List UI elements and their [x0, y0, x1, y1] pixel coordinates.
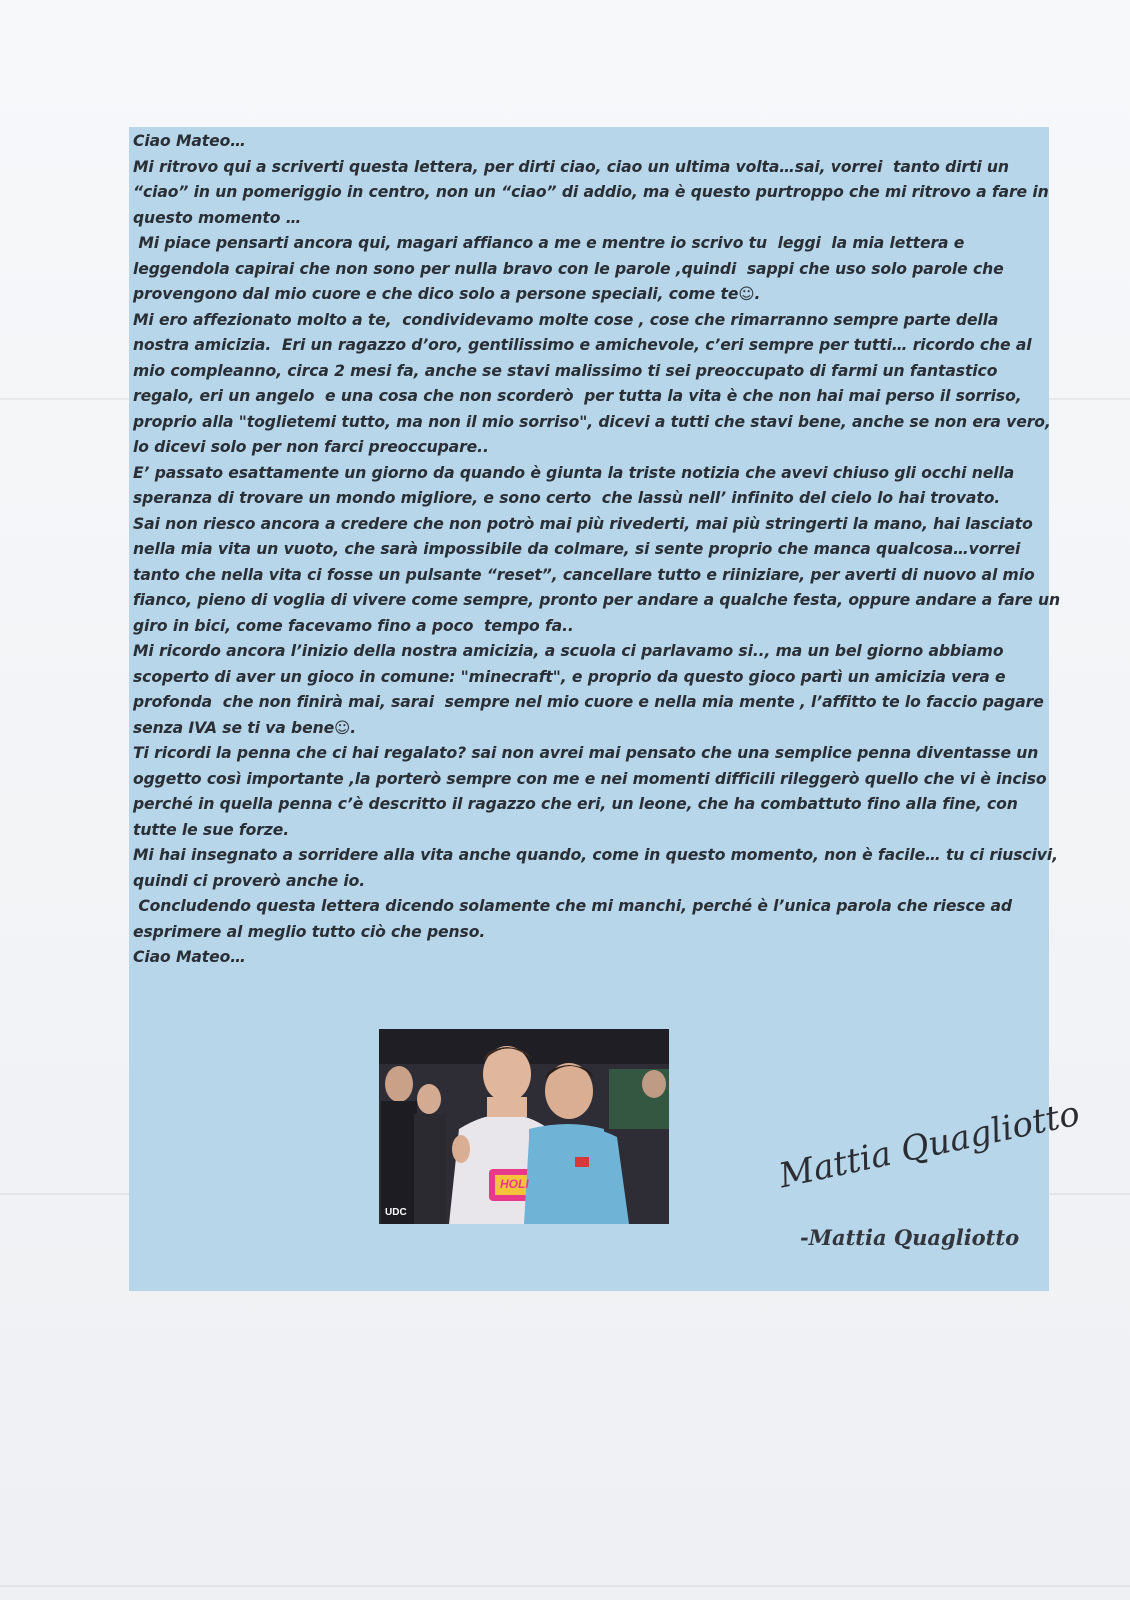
signature-scribble-text: Mattia Quagliotto	[775, 1093, 1084, 1197]
letter-line: tanto che nella vita ci fosse un pulsante “reset”, cancellare tutto e riiniziare, per averti di nuovo al mio	[133, 565, 1035, 584]
letter-line: mio compleanno, circa 2 mesi fa, anche se stavi malissimo ti sei preoccupato di farmi un fantastico	[133, 361, 998, 380]
letter-line: E’ passato esattamente un giorno da quando è giunta la triste notizia che avevi chiuso gli occhi nella	[133, 463, 1015, 482]
letter-line: Ciao Mateo…	[133, 132, 246, 150]
letter-line: Concludendo questa lettera dicendo solamente che mi manchi, perché è l’unica parola che riesce ad	[133, 897, 1012, 915]
letter-line: Mi ricordo ancora l’inizio della nostra amicizia, a scuola ci parlavamo si.., ma un bel giorno abbiamo	[133, 642, 1004, 660]
letter-line: questo momento …	[133, 208, 302, 227]
letter-line: tutte le sue forze.	[133, 820, 290, 839]
printed-signature: -Mattia Quagliotto	[800, 1225, 1020, 1250]
letter-line: speranza di trovare un mondo migliore, e sono certo che lassù nell’ infinito del cielo lo hai trovato.	[133, 489, 1001, 507]
letter-line: nostra amicizia. Eri un ragazzo d’oro, gentilissimo e amichevole, c’eri sempre per tutti… ricordo che al	[133, 336, 1032, 354]
letter-line: Ti ricordi la penna che ci hai regalato? sai non avrei mai pensato che una semplice penna diventasse un	[133, 744, 1039, 762]
letter-line: perché in quella penna c’è descritto il ragazzo che eri, un leone, che ha combattuto fino alla fine, con	[133, 795, 1018, 813]
letter-line: Mi piace pensarti ancora qui, magari affianco a me e mentre io scrivo tu leggi la mia lettera e	[133, 234, 965, 252]
handwritten-signature	[770, 1092, 1084, 1197]
letter-line: esprimere al meglio tutto ciò che penso.	[133, 922, 486, 941]
letter-line: Sai non riesco ancora a credere che non potrò mai più rivederti, mai più stringerti la mano, hai lasciato	[133, 514, 1033, 533]
letter-line: giro in bici, come facevamo fino a poco tempo fa..	[133, 616, 574, 635]
letter-line: provengono dal mio cuore e che dico solo a persone speciali, come te☺.	[133, 285, 761, 303]
letter-line: senza IVA se ti va bene☺.	[133, 718, 357, 737]
letter-line: Mi hai insegnato a sorridere alla vita anche quando, come in questo momento, non è facile… tu ci riuscivi,	[133, 846, 1058, 864]
letter-line: nella mia vita un vuoto, che sarà impossibile da colmare, si sente proprio che manca qualcosa…vorrei	[133, 540, 1021, 558]
letter-line: leggendola capirai che non sono per nulla bravo con le parole ,quindi sappi che uso solo parole che	[133, 259, 1004, 278]
letter-line: Ciao Mateo…	[133, 948, 246, 966]
letter-body	[133, 129, 1061, 971]
photo-logo-holi: HOLI	[500, 1177, 529, 1191]
letter-line: oggetto così importante ,la porterò sempre con me e nei momenti difficili rileggerò quello che vi è inciso	[133, 769, 1047, 788]
letter-line: quindi ci proverò anche io.	[133, 871, 366, 890]
letter-line: Mi ritrovo qui a scriverti questa lettera, per dirti ciao, ciao un ultima volta…sai, vorrei tanto dirti un	[133, 157, 1009, 176]
letter-line: regalo, eri un angelo e una cosa che non scorderò per tutta la vita è che non hai mai perso il sorriso,	[133, 387, 1022, 405]
fold-line-edge	[0, 1585, 1130, 1587]
letter-line: Mi ero affezionato molto a te, condividevamo molte cose , cose che rimarranno sempre parte della	[133, 310, 999, 329]
letter-line: profonda che non finirà mai, sarai sempre nel mio cuore e nella mia mente , l’affitto te lo faccio pagare	[133, 693, 1044, 711]
letter-line: “ciao” in un pomeriggio in centro, non un “ciao” di addio, ma è questo purtroppo che mi ritrovo a fare in	[133, 183, 1049, 201]
memorial-photo	[379, 1029, 669, 1224]
photo-illustration	[379, 1029, 669, 1224]
letter-line: proprio alla "toglietemi tutto, ma non il mio sorriso", dicevi a tutti che stavi bene, anche se non era vero,	[133, 412, 1051, 431]
photo-badge-udc: UDC	[385, 1207, 407, 1218]
letter-line: lo dicevi solo per non farci preoccupare..	[133, 438, 489, 456]
letter-line: scoperto di aver un gioco in comune: "minecraft", e proprio da questo gioco partì un amicizia vera e	[133, 667, 1006, 686]
letter-line: fianco, pieno di voglia di vivere come sempre, pronto per andare a qualche festa, oppure andare a fare un	[133, 591, 1061, 609]
